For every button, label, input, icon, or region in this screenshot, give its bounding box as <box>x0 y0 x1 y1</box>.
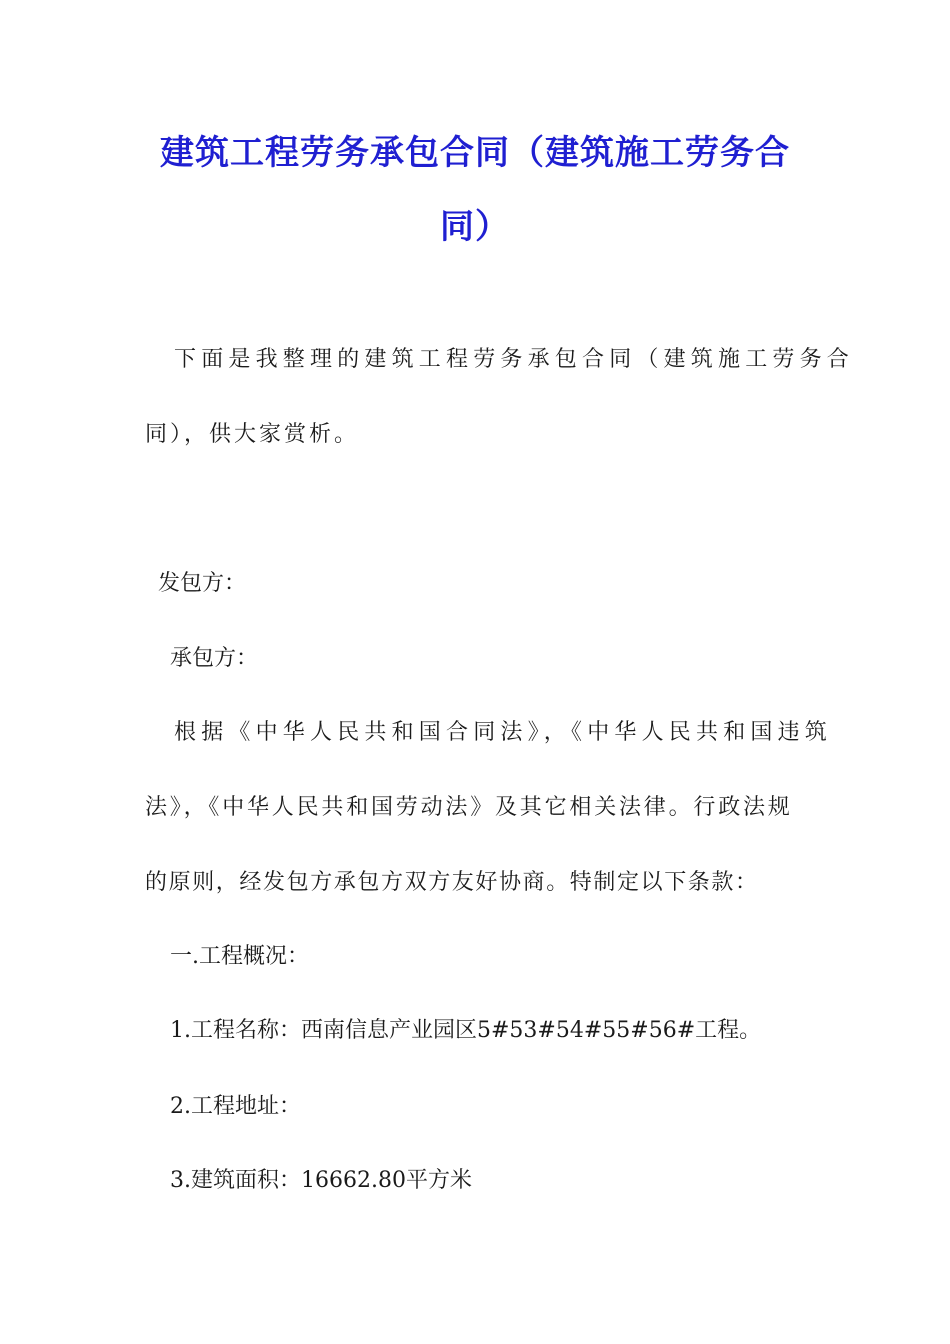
document-title-line-1: 建筑工程劳务承包合同（建筑施工劳务合 <box>160 133 790 173</box>
basis-line-2: 法》，《中华人民共和国劳动法》及其它相关法律。行政法规 <box>145 795 793 820</box>
section-heading-project-overview: 一.工程概况： <box>170 944 309 969</box>
project-name-item: 1.工程名称：西南信息产业园区5#53#54#55#56#工程。 <box>170 1018 762 1043</box>
building-area-item: 3.建筑面积：16662.80平方米 <box>170 1168 472 1193</box>
employer-label: 发包方： <box>158 571 247 596</box>
intro-line-1: 下面是我整理的建筑工程劳务承包合同（建筑施工劳务合 <box>174 347 855 372</box>
project-address-item: 2.工程地址： <box>170 1094 301 1119</box>
contractor-label: 承包方： <box>170 646 259 671</box>
document-title-line-2: 同） <box>440 207 510 247</box>
intro-line-2: 同），供大家赏析。 <box>145 422 360 447</box>
basis-line-3: 的原则，经发包方承包方双方友好协商。特制定以下条款： <box>145 870 759 895</box>
basis-line-1: 根据《中华人民共和国合同法》，《中华人民共和国违筑 <box>174 720 833 745</box>
